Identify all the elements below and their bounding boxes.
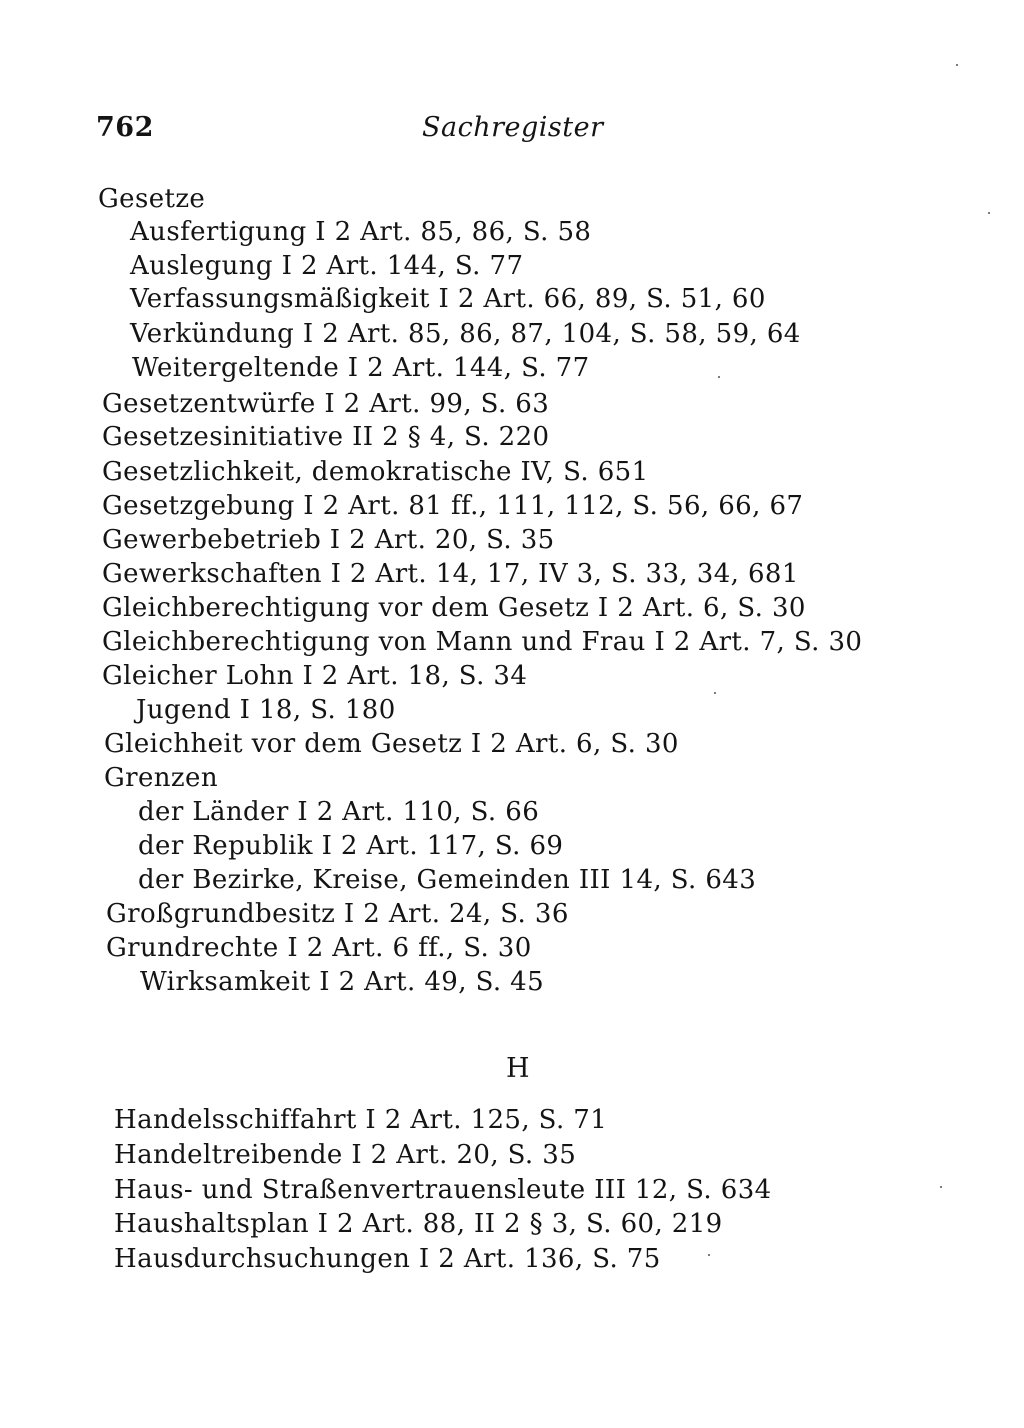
index-entry: Großgrundbesitz I 2 Art. 24, S. 36 — [106, 899, 569, 929]
index-entry: Gesetzesinitiative II 2 § 4, S. 220 — [102, 422, 550, 452]
index-subentry: der Republik I 2 Art. 117, S. 69 — [138, 831, 564, 861]
index-entry: Gesetzlichkeit, demokratische IV, S. 651 — [102, 457, 649, 487]
scan-speck — [714, 692, 716, 694]
index-entry: Gesetzgebung I 2 Art. 81 ff., 111, 112, S. 56, 66, 67 — [102, 491, 804, 521]
scan-speck — [956, 64, 958, 66]
scan-speck — [988, 212, 990, 214]
index-subentry: der Bezirke, Kreise, Gemeinden III 14, S. 643 — [138, 865, 757, 895]
index-entry: Handelsschiffahrt I 2 Art. 125, S. 71 — [114, 1105, 608, 1135]
index-entry: Hausdurchsuchungen I 2 Art. 136, S. 75 — [114, 1244, 661, 1274]
index-entry: Gleicher Lohn I 2 Art. 18, S. 34 — [102, 661, 528, 691]
index-entry: Haushaltsplan I 2 Art. 88, II 2 § 3, S. 60, 219 — [114, 1209, 723, 1239]
running-head: Sachregister — [422, 112, 604, 143]
page-number: 762 — [96, 112, 154, 143]
index-entry: Gleichheit vor dem Gesetz I 2 Art. 6, S. 30 — [104, 729, 679, 759]
index-entry: Grundrechte I 2 Art. 6 ff., S. 30 — [106, 933, 532, 963]
index-entry: Gewerkschaften I 2 Art. 14, 17, IV 3, S. 33, 34, 681 — [102, 559, 799, 589]
index-subentry: Auslegung I 2 Art. 144, S. 77 — [130, 251, 524, 281]
index-entry: Gesetzentwürfe I 2 Art. 99, S. 63 — [102, 389, 550, 419]
scan-speck — [940, 1186, 942, 1188]
index-entry: Grenzen — [104, 763, 218, 793]
index-subentry: der Länder I 2 Art. 110, S. 66 — [138, 797, 540, 827]
index-subentry: Weitergeltende I 2 Art. 144, S. 77 — [132, 353, 590, 383]
index-subentry: Jugend I 18, S. 180 — [136, 695, 396, 725]
index-entry: Gleichberechtigung von Mann und Frau I 2 Art. 7, S. 30 — [102, 627, 863, 657]
index-entry: Gewerbebetrieb I 2 Art. 20, S. 35 — [102, 525, 555, 555]
index-entry: Handeltreibende I 2 Art. 20, S. 35 — [114, 1140, 577, 1170]
index-entry: Haus- und Straßenvertrauensleute III 12, S. 634 — [114, 1175, 772, 1205]
scan-speck — [708, 1254, 710, 1256]
index-entry: Gesetze — [98, 184, 206, 214]
index-subentry: Wirksamkeit I 2 Art. 49, S. 45 — [140, 967, 545, 997]
section-letter-h: H — [506, 1053, 531, 1084]
index-subentry: Verkündung I 2 Art. 85, 86, 87, 104, S. 58, 59, 64 — [130, 319, 801, 349]
scan-speck — [718, 376, 720, 378]
index-subentry: Verfassungsmäßigkeit I 2 Art. 66, 89, S. 51, 60 — [130, 284, 766, 314]
index-subentry: Ausfertigung I 2 Art. 85, 86, S. 58 — [130, 217, 592, 247]
index-entry: Gleichberechtigung vor dem Gesetz I 2 Art. 6, S. 30 — [102, 593, 806, 623]
